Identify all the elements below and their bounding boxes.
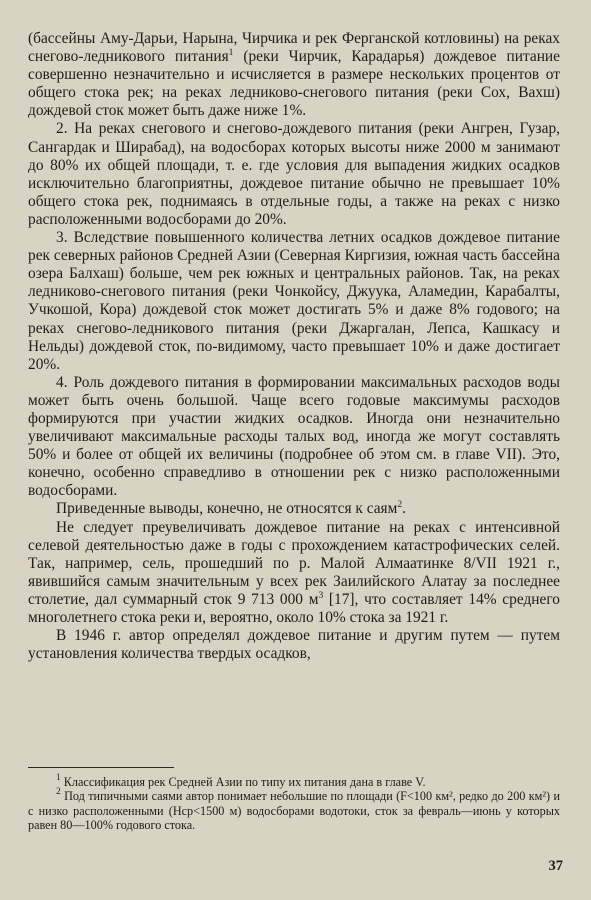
paragraph-5	[28, 519, 560, 628]
main-text	[28, 30, 560, 663]
paragraph-0	[28, 30, 560, 120]
footnote-superscript: 2	[56, 787, 61, 798]
paragraph-1	[28, 120, 560, 229]
paragraph-3	[28, 374, 560, 501]
paragraph-text: [17], что составляет 14% среднего многолетнего стока реки и, вероятно, около 10% стока за 1921 г.	[28, 590, 560, 626]
paragraph-superscript: 3	[318, 590, 324, 601]
paragraph-text: 2. На реках снегового и снегово-дождевого питания (реки Ангрен, Гузар, Сангардак и Ширабад), на водосборах которых высоты ниже 2000 м занимают до 80% их общей площади, т. е. где условия для выпадения жидких осадков исключительно благоприятны, дождевое питание обычно не превышает 10% общего стока рек, поднимаясь в отдельные годы, а также на реках с низко расположенными водосборами до 20%.	[28, 120, 560, 228]
paragraph-superscript: 2	[397, 500, 403, 511]
paragraph-text: Приведенные выводы, конечно, не относятся к саям	[56, 500, 398, 518]
footnote-text: Под типичными саями автор понимает небольшие по площади (F<100 км², редко до 200 км²) и с низко расположенными (Hср<1500 м) водосборами водотоки, сток за февраль—июнь у которых равен 80—100% годового стока.	[28, 789, 560, 832]
paragraph-text: В 1946 г. автор определял дождевое питание и другим путем — путем установления количества твердых осадков,	[28, 627, 560, 663]
paragraph-2	[28, 229, 560, 374]
footnote-2	[28, 789, 560, 832]
footnote-separator	[28, 767, 174, 768]
paragraph-text: Не следует преувеличивать дождевое питание на реках с интенсивной селевой деятельностью даже в годы с прохождением катастрофических селей. Так, например, сель, прошедший по р. Малой Алмаатинке 8/VII 1921 г., явившийся самым значительным у всех рек Заилийского Алатау за последнее столетие, дал суммарный сток 9 713 000 м	[28, 518, 560, 608]
page-number: 37	[548, 858, 563, 874]
paragraph-text: 4. Роль дождевого питания в формировании максимальных расходов воды может быть очень большой. Чаще всего годовые максимумы расходов формируются при участии жидких осадков. Иногда они незначительно увеличивают максимальные расходы талых вод, иногда же могут составлять 50% и более от общей их величины (подробнее об этом см. в главе VII). Это, конечно, особенно справедливо в отношении рек с низко расположенными водосборами.	[28, 373, 560, 500]
paragraph-6	[28, 627, 560, 663]
footnote-superscript: 1	[56, 773, 61, 783]
paragraph-4	[28, 500, 560, 518]
footnote-text: Классификация рек Средней Азии по типу их питания дана в главе V.	[60, 775, 426, 789]
paragraph-text: .	[402, 500, 406, 518]
footnotes	[28, 775, 560, 832]
paragraph-text: (реки Чирчик, Карадарья) дождевое питание совершенно незначительно и исчисляется в размере нескольких процентов от общего стока рек; на реках ледниково-снегового питания (реки Сох, Вахш) дождевой сток может быть даже ниже 1%.	[28, 48, 561, 120]
footnote-1	[28, 775, 560, 789]
paragraph-superscript: 1	[228, 48, 234, 59]
paragraph-text: (бассейны Аму-Дарьи, Нарына, Чирчика и рек Ферганской котловины) на реках снегово-ледникового питания	[28, 30, 560, 66]
paragraph-text: 3. Вследствие повышенного количества летних осадков дождевое питание рек северных районов Средней Азии (Северная Киргизия, южная часть бассейна озера Балхаш) больше, чем рек южных и центральных районов. Так, на реках ледниково-снегового питания (реки Чонкойсу, Джуука, Аламедин, Карабалты, Учкошой, Кора) дождевой сток может достигать 5% и даже 8% годового; на реках снегово-ледникового питания (реки Джаргалан, Лепса, Кашкасу и Нельды) дождевой сток, по-видимому, часто превышает 10% и даже достигает 20%.	[28, 229, 560, 373]
